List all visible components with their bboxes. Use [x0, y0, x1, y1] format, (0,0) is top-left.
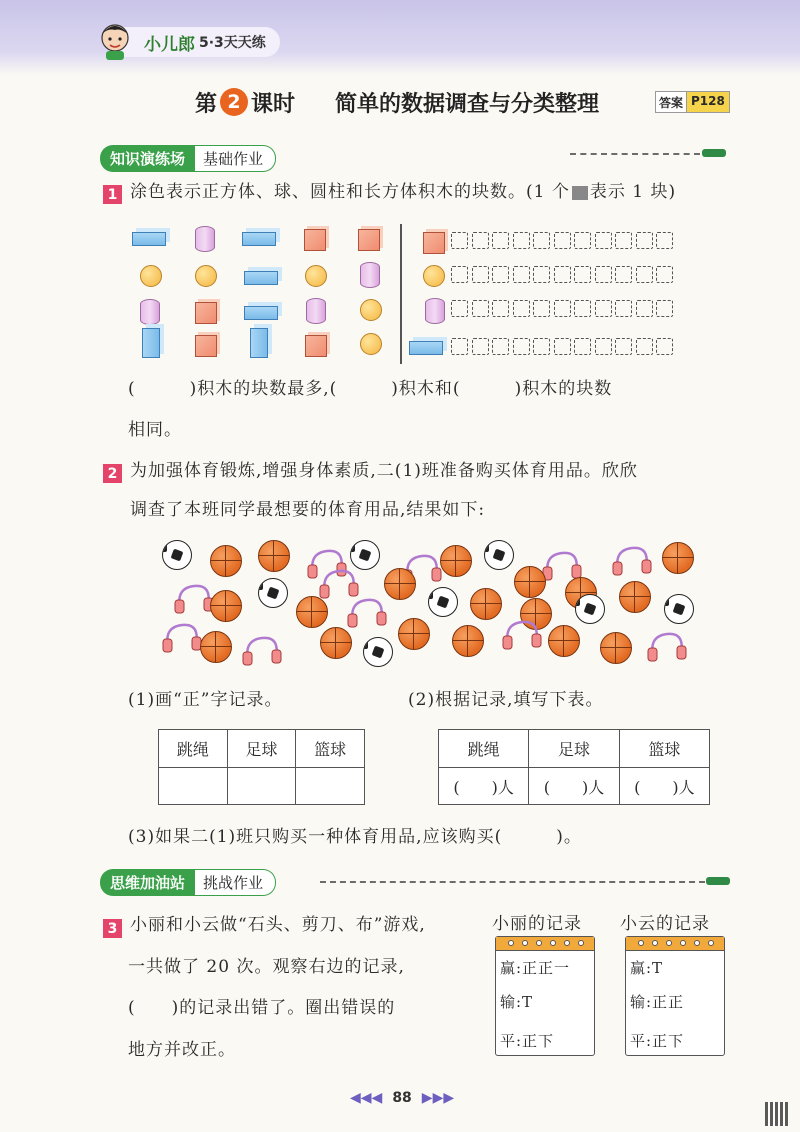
tally-cell[interactable] — [159, 768, 228, 805]
coloring-box[interactable] — [615, 300, 632, 317]
jump-rope-icon — [610, 540, 654, 576]
ball-block — [195, 265, 217, 287]
count-table — [438, 729, 710, 805]
coloring-box[interactable] — [513, 232, 530, 249]
basketball-icon — [398, 618, 430, 650]
coloring-box[interactable] — [492, 232, 509, 249]
record-win: 赢:正正一 — [500, 959, 571, 977]
coloring-box[interactable] — [615, 232, 632, 249]
coloring-box[interactable] — [533, 232, 550, 249]
ball-block — [305, 265, 327, 287]
ball-block — [360, 333, 382, 355]
coloring-box[interactable] — [451, 300, 468, 317]
jump-rope-icon — [160, 617, 204, 653]
coloring-box[interactable] — [615, 266, 632, 283]
basketball-icon — [200, 631, 232, 663]
lesson-number: 2 — [220, 88, 248, 116]
coloring-box[interactable] — [554, 266, 571, 283]
basketball-icon — [619, 581, 651, 613]
page-number: 88 — [392, 1090, 412, 1106]
coloring-box[interactable] — [533, 338, 550, 355]
jump-rope-icon — [540, 545, 584, 581]
q3-line: 一共做了 20 次。观察右边的记录, — [128, 957, 405, 977]
section-challenge-header — [100, 869, 276, 895]
q3-line: ( )的记录出错了。圈出错误的 — [128, 998, 396, 1018]
shaded-square-icon — [572, 186, 588, 200]
q2-line2: 调查了本班同学最想要的体育用品,结果如下: — [130, 500, 486, 520]
cube-legend-icon — [423, 232, 445, 254]
cuboid-block — [244, 306, 278, 320]
basketball-icon — [548, 625, 580, 657]
brand-name: 小儿郎 — [144, 34, 195, 55]
card1-title: 小丽的记录 — [492, 914, 582, 934]
question-number: 3 — [103, 919, 122, 938]
section-tag: 思维加油站 — [100, 869, 195, 896]
coloring-box[interactable] — [513, 300, 530, 317]
basketball-icon — [210, 590, 242, 622]
question-number: 1 — [103, 185, 122, 204]
cylinder-block — [195, 226, 215, 252]
coloring-box[interactable] — [636, 266, 653, 283]
soccer-ball-icon — [664, 594, 694, 624]
cube-block — [304, 229, 326, 251]
section-divider — [570, 153, 700, 155]
tally-header-rope: 跳绳 — [159, 730, 228, 768]
pencil-icon — [706, 877, 730, 885]
lesson-title — [195, 84, 599, 120]
coloring-box[interactable] — [574, 338, 591, 355]
cuboid-block — [132, 232, 166, 246]
coloring-box[interactable] — [492, 338, 509, 355]
xiaoyun-record-card — [625, 936, 725, 1056]
answer-label: 答案 — [655, 91, 687, 113]
basketball-icon — [452, 625, 484, 657]
basketball-icon — [320, 627, 352, 659]
answer-page: P128 — [687, 91, 730, 113]
section-basic-header — [100, 145, 276, 171]
prev-page-icon[interactable]: ◀◀◀ — [350, 1090, 383, 1106]
ball-block — [360, 299, 382, 321]
q3-line: 小丽和小云做“石头、剪刀、布”游戏, — [130, 915, 426, 935]
question-number: 2 — [103, 464, 122, 483]
cube-block — [195, 335, 217, 357]
q1-prompt — [130, 180, 676, 205]
section-tag: 知识演练场 — [100, 145, 195, 172]
soccer-ball-icon — [428, 587, 458, 617]
coloring-box[interactable] — [636, 338, 653, 355]
cylinder-legend-icon — [425, 298, 445, 324]
section-sub: 基础作业 — [195, 145, 276, 172]
cube-block — [358, 229, 380, 251]
q2-sub3: (3)如果二(1)班只购买一种体育用品,应该购买( )。 — [128, 827, 582, 847]
coloring-box[interactable] — [451, 338, 468, 355]
count-cell[interactable]: ( )人 — [439, 768, 529, 805]
coloring-box[interactable] — [656, 232, 673, 249]
lesson-suffix: 课时 — [251, 91, 296, 117]
coloring-box[interactable] — [554, 300, 571, 317]
count-header-rope: 跳绳 — [439, 730, 529, 768]
cuboid-block — [250, 328, 268, 358]
q2-sub2: (2)根据记录,填写下表。 — [408, 690, 604, 710]
coloring-box[interactable] — [595, 266, 612, 283]
coloring-box[interactable] — [574, 300, 591, 317]
q2-line1: 为加强体育锻炼,增强身体素质,二(1)班准备购买体育用品。欣欣 — [130, 461, 638, 481]
basketball-icon — [210, 545, 242, 577]
tally-header-soccer: 足球 — [227, 730, 296, 768]
coloring-box[interactable] — [492, 300, 509, 317]
cuboid-legend-icon — [409, 341, 443, 355]
record-draw: 平:正下 — [630, 1032, 685, 1050]
card2-title: 小云的记录 — [620, 914, 710, 934]
cylinder-block — [140, 299, 160, 325]
basketball-icon — [258, 540, 290, 572]
coloring-box[interactable] — [492, 266, 509, 283]
cuboid-block — [242, 232, 276, 246]
basketball-icon — [470, 588, 502, 620]
basketball-icon — [296, 596, 328, 628]
soccer-ball-icon — [575, 594, 605, 624]
coloring-box[interactable] — [554, 232, 571, 249]
jump-rope-icon — [240, 630, 284, 666]
coloring-box[interactable] — [513, 338, 530, 355]
coloring-box[interactable] — [472, 232, 489, 249]
cuboid-block — [244, 271, 278, 285]
q1-text-a: 涂色表示正方体、球、圆柱和长方体积木的块数。(1 个 — [130, 182, 570, 202]
q2-sub1: (1)画“正”字记录。 — [128, 690, 283, 710]
record-win: 赢:T — [630, 959, 664, 977]
coloring-box[interactable] — [472, 266, 489, 283]
cylinder-block — [360, 262, 380, 288]
jump-rope-icon — [500, 614, 544, 650]
count-header-soccer: 足球 — [529, 730, 619, 768]
coloring-box[interactable] — [595, 300, 612, 317]
cylinder-block — [306, 298, 326, 324]
page-footer — [350, 1090, 454, 1106]
count-cell[interactable]: ( )人 — [529, 768, 619, 805]
record-lose: 输:正正 — [630, 993, 685, 1011]
q3-line: 地方并改正。 — [128, 1040, 236, 1060]
lesson-topic: 简单的数据调查与分类整理 — [335, 91, 600, 117]
cube-block — [195, 302, 217, 324]
mascot-icon — [98, 20, 132, 60]
coloring-box[interactable] — [513, 266, 530, 283]
section-sub: 挑战作业 — [195, 869, 276, 896]
soccer-ball-icon — [484, 540, 514, 570]
coloring-box[interactable] — [451, 232, 468, 249]
cuboid-block — [142, 328, 160, 358]
lesson-prefix: 第 — [195, 91, 218, 117]
tally-header-basketball: 篮球 — [296, 730, 365, 768]
coloring-box[interactable] — [656, 300, 673, 317]
basketball-icon — [514, 566, 546, 598]
coloring-box[interactable] — [472, 338, 489, 355]
q1-text-b: 表示 1 块) — [589, 182, 677, 202]
coloring-box[interactable] — [656, 338, 673, 355]
soccer-ball-icon — [258, 578, 288, 608]
record-lose: 输:T — [500, 993, 534, 1011]
section-divider — [320, 881, 705, 883]
tally-table — [158, 729, 365, 805]
jump-rope-icon — [345, 592, 389, 628]
coloring-box[interactable] — [554, 338, 571, 355]
xiaoli-record-card — [495, 936, 595, 1056]
coloring-box[interactable] — [595, 338, 612, 355]
jump-rope-icon — [645, 626, 689, 662]
coloring-box[interactable] — [656, 266, 673, 283]
count-cell[interactable]: ( )人 — [619, 768, 709, 805]
basketball-icon — [600, 632, 632, 664]
ball-block — [140, 265, 162, 287]
soccer-ball-icon — [162, 540, 192, 570]
grid-divider — [400, 224, 402, 364]
coloring-box[interactable] — [636, 300, 653, 317]
brand-badge — [110, 27, 280, 57]
coloring-box[interactable] — [595, 232, 612, 249]
coloring-box[interactable] — [472, 300, 489, 317]
tally-cell[interactable] — [227, 768, 296, 805]
basketball-icon — [662, 542, 694, 574]
record-draw: 平:正下 — [500, 1032, 555, 1050]
qr-code-icon — [765, 1102, 789, 1126]
q1-fill-line2: 相同。 — [128, 420, 182, 440]
coloring-box[interactable] — [615, 338, 632, 355]
tally-cell[interactable] — [296, 768, 365, 805]
brand-subtitle: 5·3天天练 — [199, 35, 266, 51]
coloring-box[interactable] — [574, 266, 591, 283]
coloring-box[interactable] — [574, 232, 591, 249]
cube-block — [305, 335, 327, 357]
coloring-box[interactable] — [636, 232, 653, 249]
next-page-icon[interactable]: ▶▶▶ — [421, 1090, 455, 1106]
ball-legend-icon — [423, 265, 445, 287]
coloring-box[interactable] — [451, 266, 468, 283]
soccer-ball-icon — [363, 637, 393, 667]
count-header-basketball: 篮球 — [619, 730, 709, 768]
answer-reference — [655, 91, 730, 113]
basketball-icon — [440, 545, 472, 577]
coloring-box[interactable] — [533, 266, 550, 283]
q1-fill-line1: ( )积木的块数最多,( )积木和( )积木的块数 — [128, 379, 613, 399]
coloring-box[interactable] — [533, 300, 550, 317]
pencil-icon — [702, 149, 726, 157]
